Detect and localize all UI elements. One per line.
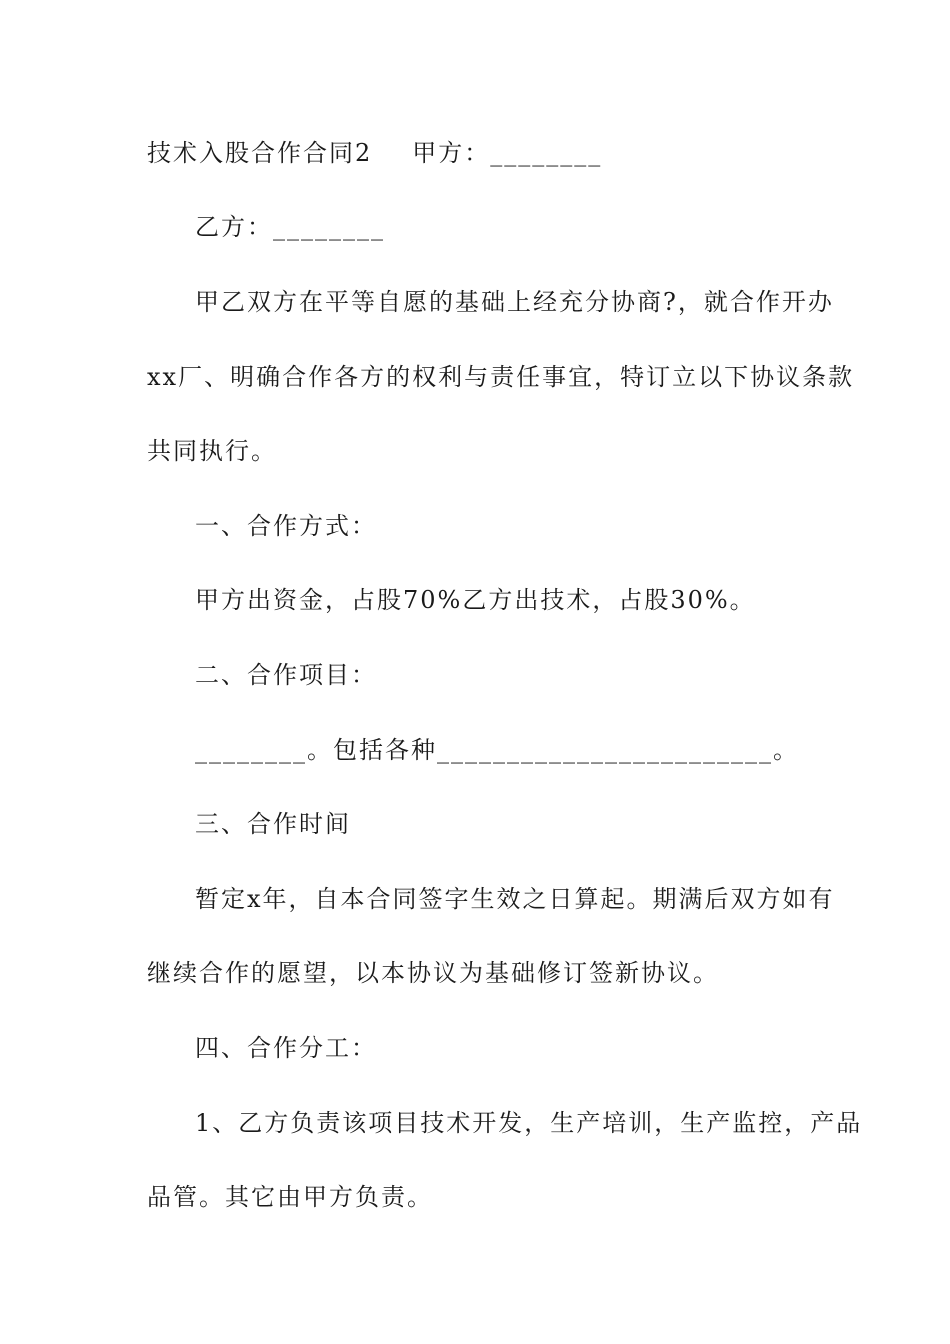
section-3-text-line-2: 继续合作的愿望，以本协议为基础修订签新协议。 — [147, 959, 719, 987]
intro-line-2: xx厂、明确合作各方的权利与责任事宜，特订立以下协议条款 — [147, 363, 855, 391]
section-4-item-1-line-1: 1、乙方负责该项目技术开发，生产培训，生产监控，产品 — [195, 1109, 863, 1137]
intro-line-3: 共同执行。 — [147, 437, 277, 465]
intro-line-1: 甲乙双方在平等自愿的基础上经充分协商?，就合作开办 — [195, 288, 834, 316]
section-3-text-line-1: 暂定x年，自本合同签字生效之日算起。期满后双方如有 — [195, 885, 835, 913]
party-a-field: 甲方：________ — [412, 139, 603, 167]
party-b-field: 乙方：________ — [195, 213, 385, 241]
section-4-heading: 四、合作分工： — [195, 1034, 377, 1062]
section-4-item-1-line-2: 品管。其它由甲方负责。 — [147, 1183, 433, 1211]
section-3-heading: 三、合作时间 — [195, 810, 351, 838]
title-line — [147, 138, 807, 168]
section-1-heading: 一、合作方式： — [195, 512, 377, 540]
section-2-heading: 二、合作项目： — [195, 661, 377, 689]
section-1-text: 甲方出资金，占股70%乙方出技术，占股30%。 — [195, 586, 756, 614]
section-2-text: ________。包括各种________________________。 — [195, 736, 799, 764]
contract-title: 技术入股合作合同2 — [147, 139, 373, 167]
